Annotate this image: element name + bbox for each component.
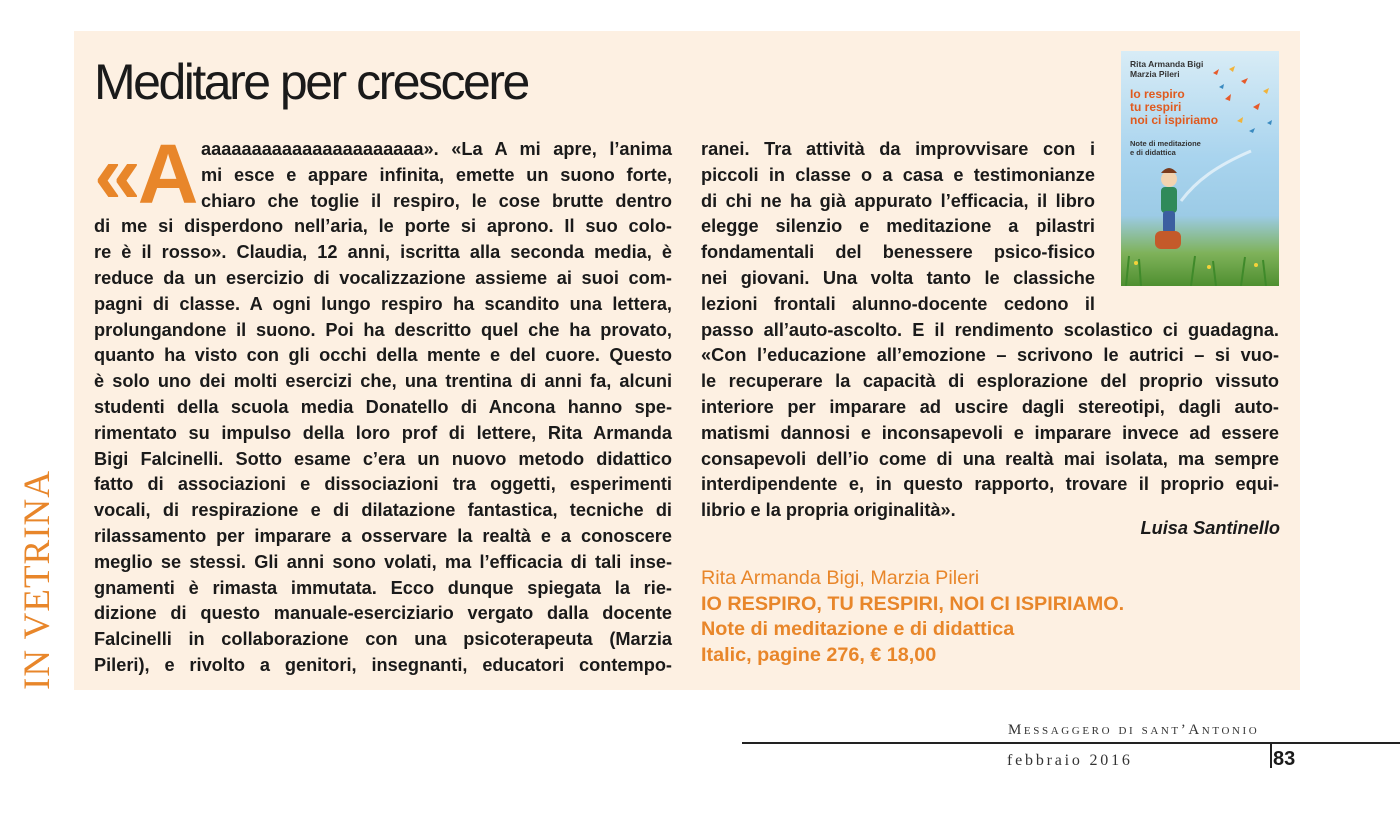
body-line: nei giovani. Una volta tanto le classiche bbox=[701, 267, 1095, 288]
author-signature: Luisa Santinello bbox=[1140, 518, 1280, 538]
magazine-name: Messaggero di sant’Antonio bbox=[1008, 722, 1260, 738]
body-line: di me si disperdono nell’aria, le porte si aprono. Il suo colo- bbox=[94, 216, 672, 237]
body-line: gnamenti è rimasta immutata. Ecco dunque spiegata la rie- bbox=[94, 577, 672, 598]
body-line: Falcinelli in collaborazione con una psicoterapeuta (Marzia bbox=[94, 629, 672, 650]
body-line: matismi dannosi e inconsapevoli e imparare invece ad essere bbox=[701, 422, 1279, 443]
body-line: studenti della scuola media Donatello di Ancona hanno spe- bbox=[94, 396, 672, 417]
body-line: mi esce e appare infinita, emette un suono forte, bbox=[201, 164, 672, 185]
body-line: pagni di classe. A ogni lungo respiro ha scandito una lettera, bbox=[94, 293, 672, 314]
body-line: piccoli in classe o a casa e testimonianze bbox=[701, 164, 1095, 185]
body-line: reduce da un esercizio di vocalizzazione assieme ai suoi com- bbox=[94, 267, 672, 288]
body-line: «Con l’educazione all’emozione – scrivono le autrici – si vuo- bbox=[701, 345, 1279, 366]
body-line: le recuperare la capacità di esplorazione del proprio vissuto bbox=[701, 371, 1279, 392]
body-line: re è il rosso». Claudia, 12 anni, iscritta alla seconda media, è bbox=[94, 242, 672, 263]
body-line: fatto di associazioni e dissociazioni tra oggetti, esperimenti bbox=[94, 474, 672, 495]
cover-title: Io respiro tu respiri noi ci ispiriamo bbox=[1130, 87, 1219, 127]
body-line: passo all’auto-ascolto. E il rendimento scolastico ci guadagna. bbox=[701, 319, 1279, 340]
body-line: chiaro che toglie il respiro, le cose brutte dentro bbox=[201, 190, 672, 211]
book-subtitle: Note di meditazione e di didattica bbox=[701, 618, 1015, 640]
footer-rule bbox=[742, 742, 1400, 744]
body-line: dizione di questo manuale-eserciziario vergato dalla docente bbox=[94, 603, 672, 624]
body-line: Pileri), e rivolto a genitori, insegnanti, educatori contempo- bbox=[94, 654, 672, 675]
body-line: librio e la propria originalità». bbox=[701, 500, 956, 521]
cover-subtitle: Note di meditazione e di didattica bbox=[1130, 139, 1201, 157]
book-authors: Rita Armanda Bigi, Marzia Pileri bbox=[701, 567, 980, 589]
body-line: lezioni frontali alunno-docente cedono il bbox=[701, 293, 1095, 314]
body-line: fondamentali del benessere psico-fisico bbox=[701, 242, 1095, 263]
drop-cap: «A bbox=[94, 127, 196, 221]
body-line: meglio se stessi. Gli anni sono volati, ma l’efficacia di tali inse- bbox=[94, 551, 672, 572]
body-line: quanto ha visto con gli occhi della mente e del cuore. Questo bbox=[94, 345, 672, 366]
book-title: IO RESPIRO, TU RESPIRI, NOI CI ISPIRIAMO. bbox=[701, 592, 1125, 615]
body-line: interdipendente e, in questo rapporto, trovare il proprio equi- bbox=[701, 474, 1279, 495]
body-line: di chi ne ha già appurato l’efficacia, il libro bbox=[701, 190, 1095, 211]
body-line: rilassamento per imparare a osservare la realtà e a conoscere bbox=[94, 525, 672, 546]
body-line: prolungandone il suono. Poi ha descritto quel che ha provato, bbox=[94, 319, 672, 340]
article-column-1 bbox=[94, 137, 672, 679]
body-line: vocali, di respirazione e di dilatazione fantastica, tecniche di bbox=[94, 500, 672, 521]
issue-date: febbraio 2016 bbox=[1007, 752, 1133, 769]
cover-authors: Rita Armanda Bigi Marzia Pileri bbox=[1130, 59, 1204, 79]
body-line: consapevoli dell’io come di una realtà mai isolata, ma sempre bbox=[701, 448, 1279, 469]
body-line: aaaaaaaaaaaaaaaaaaaaaa». «La A mi apre, l’anima bbox=[201, 139, 672, 159]
article-title: Meditare per crescere bbox=[94, 54, 528, 110]
book-publisher-info: Italic, pagine 276, € 18,00 bbox=[701, 643, 937, 666]
section-label: IN VETRINA bbox=[17, 470, 58, 690]
page-number: 83 bbox=[1273, 748, 1296, 770]
body-line: è solo uno dei molti esercizi che, una trentina di anni fa, alcuni bbox=[94, 371, 672, 392]
book-cover-image bbox=[1121, 51, 1279, 286]
body-line: rimentato su impulso della loro prof di lettere, Rita Armanda bbox=[94, 422, 672, 443]
body-line: Bigi Falcinelli. Sotto esame c’era un nuovo metodo didattico bbox=[94, 448, 672, 469]
body-line: elegge silenzio e meditazione a pilastri bbox=[701, 216, 1095, 237]
book-info bbox=[701, 566, 1291, 668]
body-line: ranei. Tra attività da improvvisare con i bbox=[701, 139, 1095, 159]
footer-divider bbox=[1270, 742, 1272, 768]
body-line: interiore per imparare ad uscire dagli stereotipi, dagli auto- bbox=[701, 396, 1279, 417]
